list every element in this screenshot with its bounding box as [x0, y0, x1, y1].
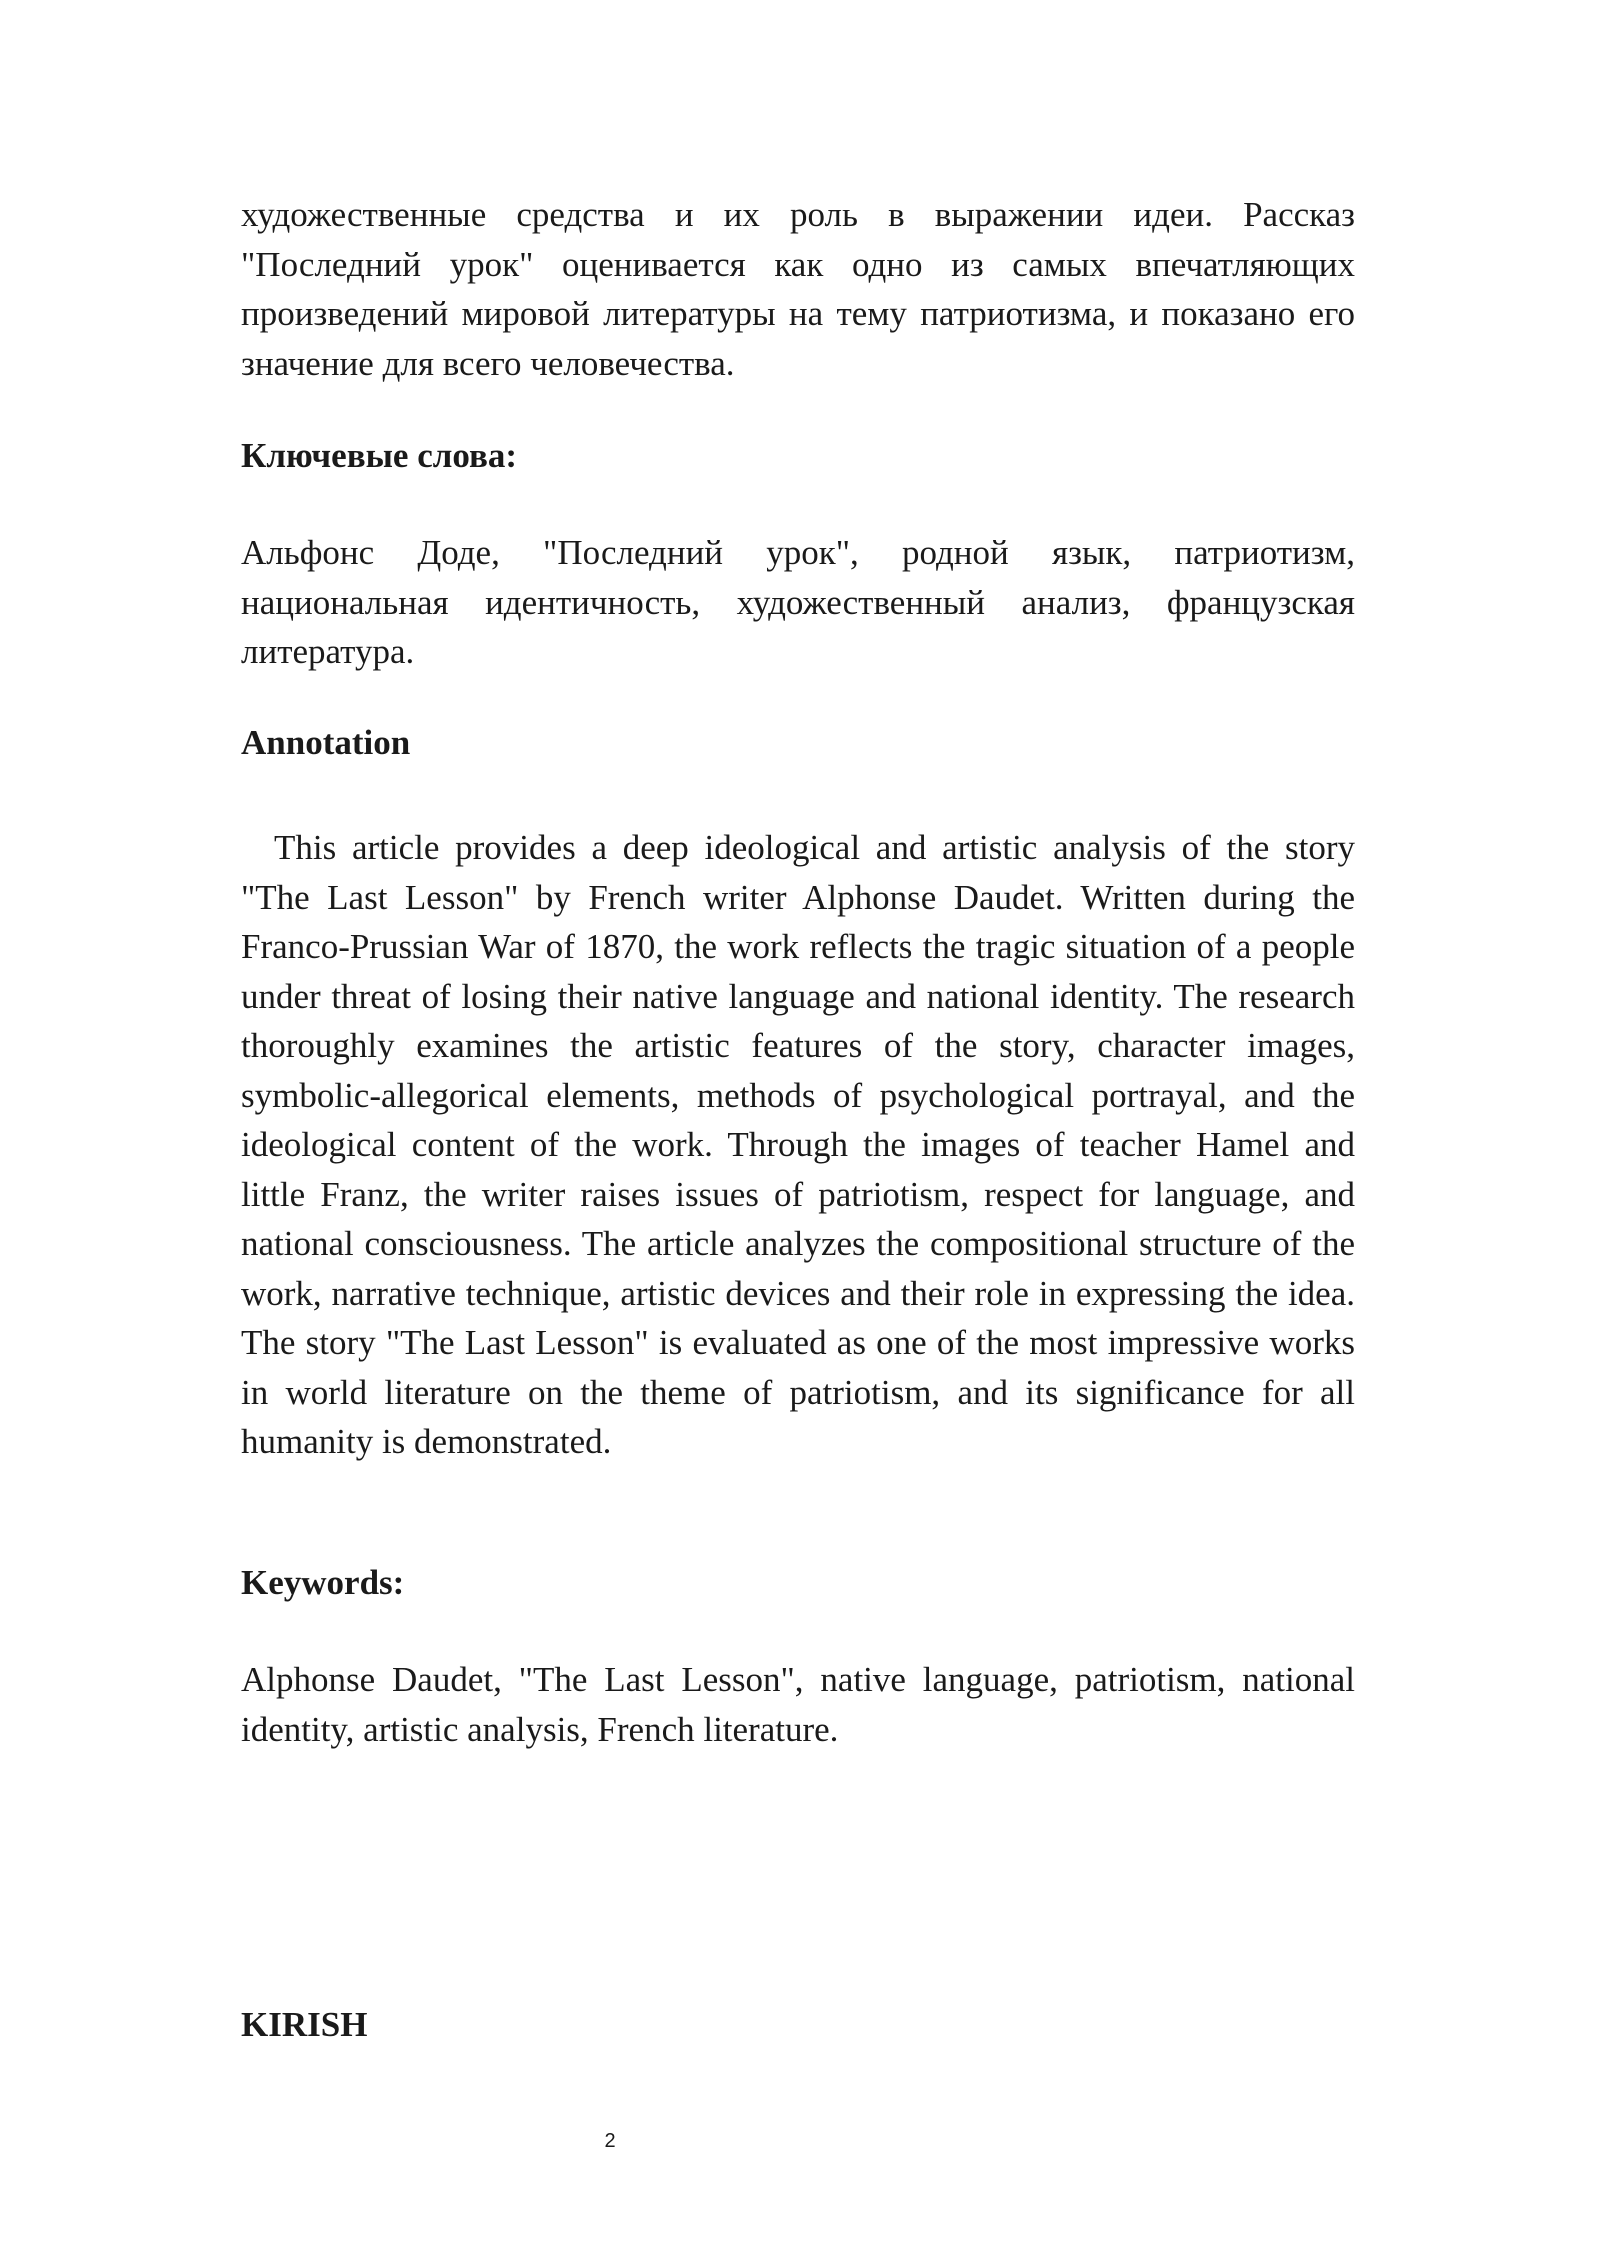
russian-keywords-heading: Ключевые слова:	[241, 436, 518, 475]
page-number: 2	[604, 2130, 616, 2152]
annotation-heading: Annotation	[241, 723, 411, 762]
section-heading: KIRISH	[241, 2005, 368, 2044]
annotation-text: This article provides a deep ideological and artistic analysis of the story "The Last Lesson" by French writer Alphonse Daudet. Written during the Franco-Prussian War of 1870, the work reflects the tragic situation of a people under threat of losing their native language and national identity. The research thoroughly examines the artistic features of the story, character images, symbolic-allegorical elements, methods of psychological portrayal, and the ideological content of the work. Through the images of teacher Hamel and little Franz, the writer raises issues of patriotism, respect for language, and national consciousness. The article analyzes the compositional structure of the work, narrative technique, artistic devices and their role in expressing the idea. The story "The Last Lesson" is evaluated as one of the most impressive works in world literature on the theme of patriotism, and its significance for all humanity is demonstrated.	[241, 828, 1355, 1461]
keywords-heading: Keywords:	[241, 1563, 405, 1602]
russian-abstract-continuation: художественные средства и их роль в выражении идеи. Рассказ "Последний урок" оценивается как одно из самых впечатляющих произведений мировой литературы на тему патриотизма, и показано его значение для всего человечества.	[241, 195, 1355, 383]
keywords-text: Alphonse Daudet, "The Last Lesson", native language, patriotism, national identity, artistic analysis, French literature.	[241, 1660, 1355, 1749]
russian-keywords-text: Альфонс Доде, "Последний урок", родной язык, патриотизм, национальная идентичность, художественный анализ, французская литература.	[241, 533, 1355, 671]
